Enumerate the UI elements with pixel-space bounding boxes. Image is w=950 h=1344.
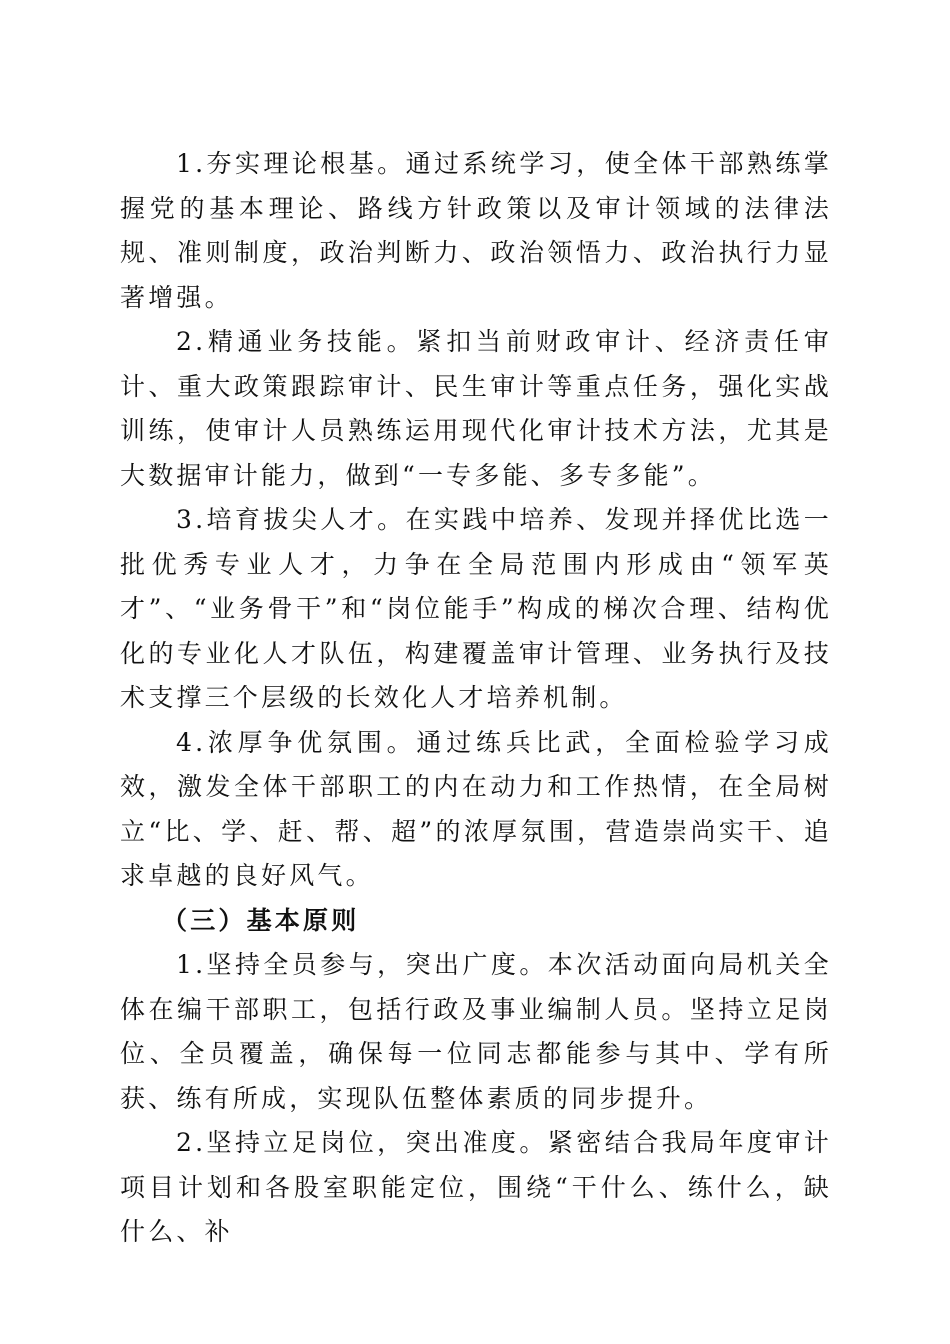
paragraph-principle-1: 1.坚持全员参与，突出广度。本次活动面向局机关全体在编干部职工，包括行政及事业编制人员。坚持立足岗位、全员覆盖，确保每一位同志都能参与其中、学有所获、练有所成，实现队伍整体素质的同步提升。 — [120, 950, 832, 1113]
paragraph-goal-3: 3.培育拔尖人才。在实践中培养、发现并择优比选一批优秀专业人才，力争在全局范围内形成由“领军英才”、“业务骨干”和“岗位能手”构成的梯次合理、结构优化的专业化人才队伍，构建覆盖审计管理、业务执行及技术支撑三个层级的长效化人才培养机制。 — [120, 505, 832, 712]
section-heading: （三）基本原则 — [162, 905, 360, 935]
paragraph-goal-2: 2.精通业务技能。紧扣当前财政审计、经济责任审计、重大政策跟踪审计、民生审计等重点任务，强化实战训练，使审计人员熟练运用现代化审计技术方法，尤其是大数据审计能力，做到“一专多能、多专多能”。 — [120, 327, 832, 490]
paragraph-goal-1: 1.夯实理论根基。通过系统学习，使全体干部熟练掌握党的基本理论、路线方针政策以及审计领域的法律法规、准则制度，政治判断力、政治领悟力、政治执行力显著增强。 — [120, 149, 832, 312]
paragraph-principle-2: 2.坚持立足岗位，突出准度。紧密结合我局年度审计项目计划和各股室职能定位，围绕“干什么、练什么，缺什么、补 — [120, 1128, 832, 1246]
document-page — [120, 142, 832, 1255]
paragraph-goal-4: 4.浓厚争优氛围。通过练兵比武，全面检验学习成效，激发全体干部职工的内在动力和工作热情，在全局树立“比、学、赶、帮、超”的浓厚氛围，营造崇尚实干、追求卓越的良好风气。 — [120, 727, 832, 890]
